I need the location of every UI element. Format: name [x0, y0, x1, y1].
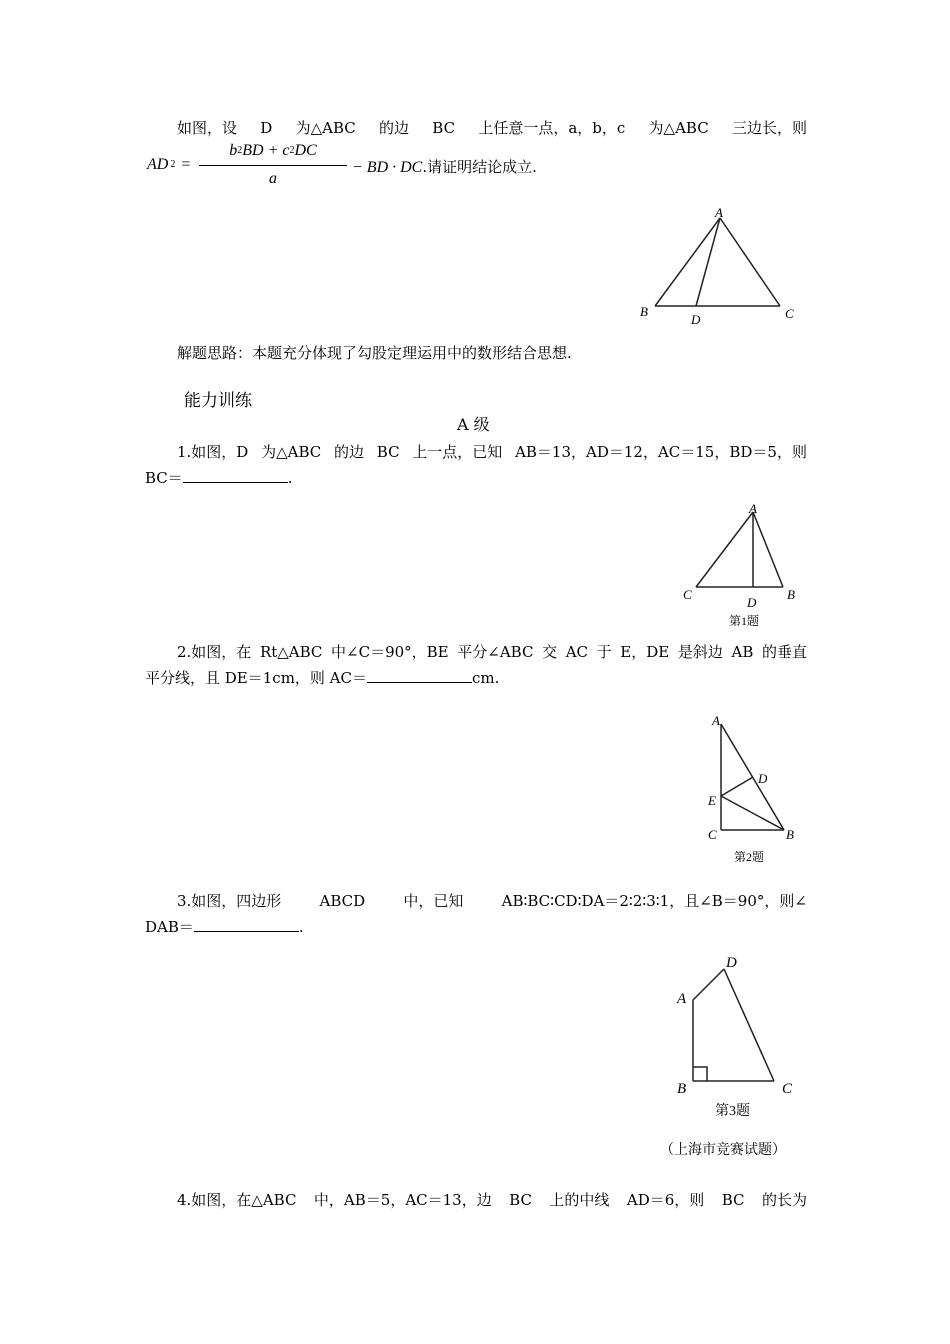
formula-eq: =: [181, 156, 191, 173]
text-fragment: .: [287, 469, 293, 487]
formula-lhs-sup: 2: [170, 159, 176, 170]
formula-suffix: .请证明结论成立.: [422, 158, 537, 176]
problem-1-line-1: [177, 442, 807, 462]
text-word: 中∠C＝90°，BE: [331, 643, 449, 661]
text-word: 的垂直: [761, 643, 807, 661]
num-b-sup: 2: [237, 145, 243, 156]
figure-caption: 第2题: [734, 850, 765, 864]
text-word: 4.如图，在△ABC: [177, 1191, 297, 1209]
text-word: AB: [731, 643, 754, 661]
segment-de: [721, 777, 753, 796]
label-b: B: [786, 827, 794, 842]
label-b: B: [787, 587, 795, 602]
num-c-sup: 2: [289, 145, 295, 156]
side-ac: [720, 218, 780, 306]
segment-ad: [696, 218, 720, 306]
figure-caption: 第3题: [715, 1104, 750, 1119]
text-fragment: BC＝: [145, 469, 183, 487]
problem-3-line-1: [177, 891, 807, 911]
text-word: ABCD: [319, 892, 366, 910]
num-dc: DC: [294, 142, 317, 159]
text-word: 为△ABC: [648, 119, 709, 137]
answer-blank[interactable]: [183, 468, 288, 483]
right-angle-mark: [693, 1067, 707, 1081]
label-e: E: [708, 793, 716, 808]
text-word: Rt△ABC: [259, 643, 323, 661]
text-word: 2.如图，在: [177, 643, 252, 661]
problem-2-line-1: [177, 642, 807, 662]
label-d: D: [758, 771, 768, 786]
intro-line-1: [177, 118, 807, 138]
side-ab: [753, 512, 783, 587]
text-word: 于: [596, 643, 612, 661]
side-ca: [696, 512, 753, 587]
formula-numerator: [199, 142, 347, 160]
answer-blank[interactable]: [367, 668, 472, 683]
text-word: 的边: [379, 119, 410, 137]
side-ab: [655, 218, 720, 306]
problem-2-figure: [700, 710, 810, 870]
text-word: BC: [509, 1191, 532, 1209]
side-da: [693, 969, 724, 1000]
formula: [147, 142, 567, 192]
answer-blank[interactable]: [194, 917, 299, 932]
label-d: D: [726, 955, 737, 971]
text-fragment: DAB＝: [145, 918, 194, 936]
text-word: 为△ABC: [261, 443, 322, 461]
label-d: D: [691, 312, 701, 327]
problem-1-line-2: [145, 468, 293, 488]
level-title: A 级: [457, 415, 490, 434]
problem-1-figure: [670, 500, 810, 630]
text-word: 上一点，已知: [412, 443, 503, 461]
num-b: b: [229, 142, 238, 159]
label-c: C: [785, 306, 794, 321]
num-bd: BD + c: [242, 142, 290, 159]
figure-caption: 第1题: [729, 614, 760, 628]
text-word: AB∶BC∶CD∶DA＝2∶2∶3∶1，且∠B＝90°，则∠: [501, 892, 807, 910]
label-b: B: [640, 304, 648, 319]
text-word: 如图，设: [177, 119, 238, 137]
text-word: 平分∠ABC: [457, 643, 534, 661]
text-word: 上任意一点，a，b，c: [478, 119, 626, 137]
text-fragment: cm.: [472, 669, 500, 687]
fraction-bar: [199, 165, 347, 166]
problem-3-source: （上海市竞赛试题）: [660, 1142, 786, 1158]
text-word: AB＝13，AD＝12，AC＝15，BD＝5，则: [515, 443, 807, 461]
formula-tail: − BD · DC: [352, 159, 423, 176]
formula-lhs: AD: [147, 156, 169, 173]
text-word: BC: [432, 119, 456, 137]
formula-denominator: a: [269, 170, 277, 187]
text-fragment: 平分线，且 DE＝1cm，则 AC＝: [145, 669, 367, 687]
label-c: C: [683, 587, 692, 602]
problem-3-figure: [660, 945, 810, 1125]
text-word: 为△ABC: [295, 119, 356, 137]
problem-2-line-2: [145, 668, 499, 688]
label-a: A: [715, 205, 723, 220]
text-word: 1.如图，D: [177, 443, 249, 461]
text-word: AD＝6，则: [626, 1191, 705, 1209]
hint-text: 解题思路：本题充分体现了勾股定理运用中的数形结合思想.: [177, 344, 572, 362]
label-c: C: [708, 827, 717, 842]
label-a: A: [677, 991, 687, 1007]
text-word: 3.如图，四边形: [177, 892, 282, 910]
label-d: D: [747, 595, 757, 610]
text-word: 上的中线: [549, 1191, 610, 1209]
text-word: AC: [565, 643, 589, 661]
text-word: 的长为: [761, 1191, 807, 1209]
text-word: BC: [721, 1191, 745, 1209]
text-word: D: [260, 119, 273, 137]
label-a: A: [712, 713, 720, 728]
text-word: 是斜边: [677, 643, 723, 661]
text-word: 中，AB＝5，AC＝13，边: [313, 1191, 492, 1209]
problem-3-line-2: [145, 917, 304, 937]
text-word: E，DE: [620, 643, 670, 661]
text-word: 交: [542, 643, 558, 661]
side-cd: [724, 969, 774, 1081]
text-word: 三边长，则: [731, 119, 807, 137]
label-a: A: [749, 501, 757, 516]
label-c: C: [782, 1081, 793, 1097]
section-title: 能力训练: [184, 391, 252, 411]
text-word: BC: [376, 443, 400, 461]
label-b: B: [677, 1081, 687, 1097]
text-word: 中，已知: [403, 892, 464, 910]
intro-figure: [630, 200, 810, 330]
text-fragment: .: [298, 918, 304, 936]
text-word: 的边: [334, 443, 365, 461]
problem-4-line-1: [177, 1190, 807, 1210]
